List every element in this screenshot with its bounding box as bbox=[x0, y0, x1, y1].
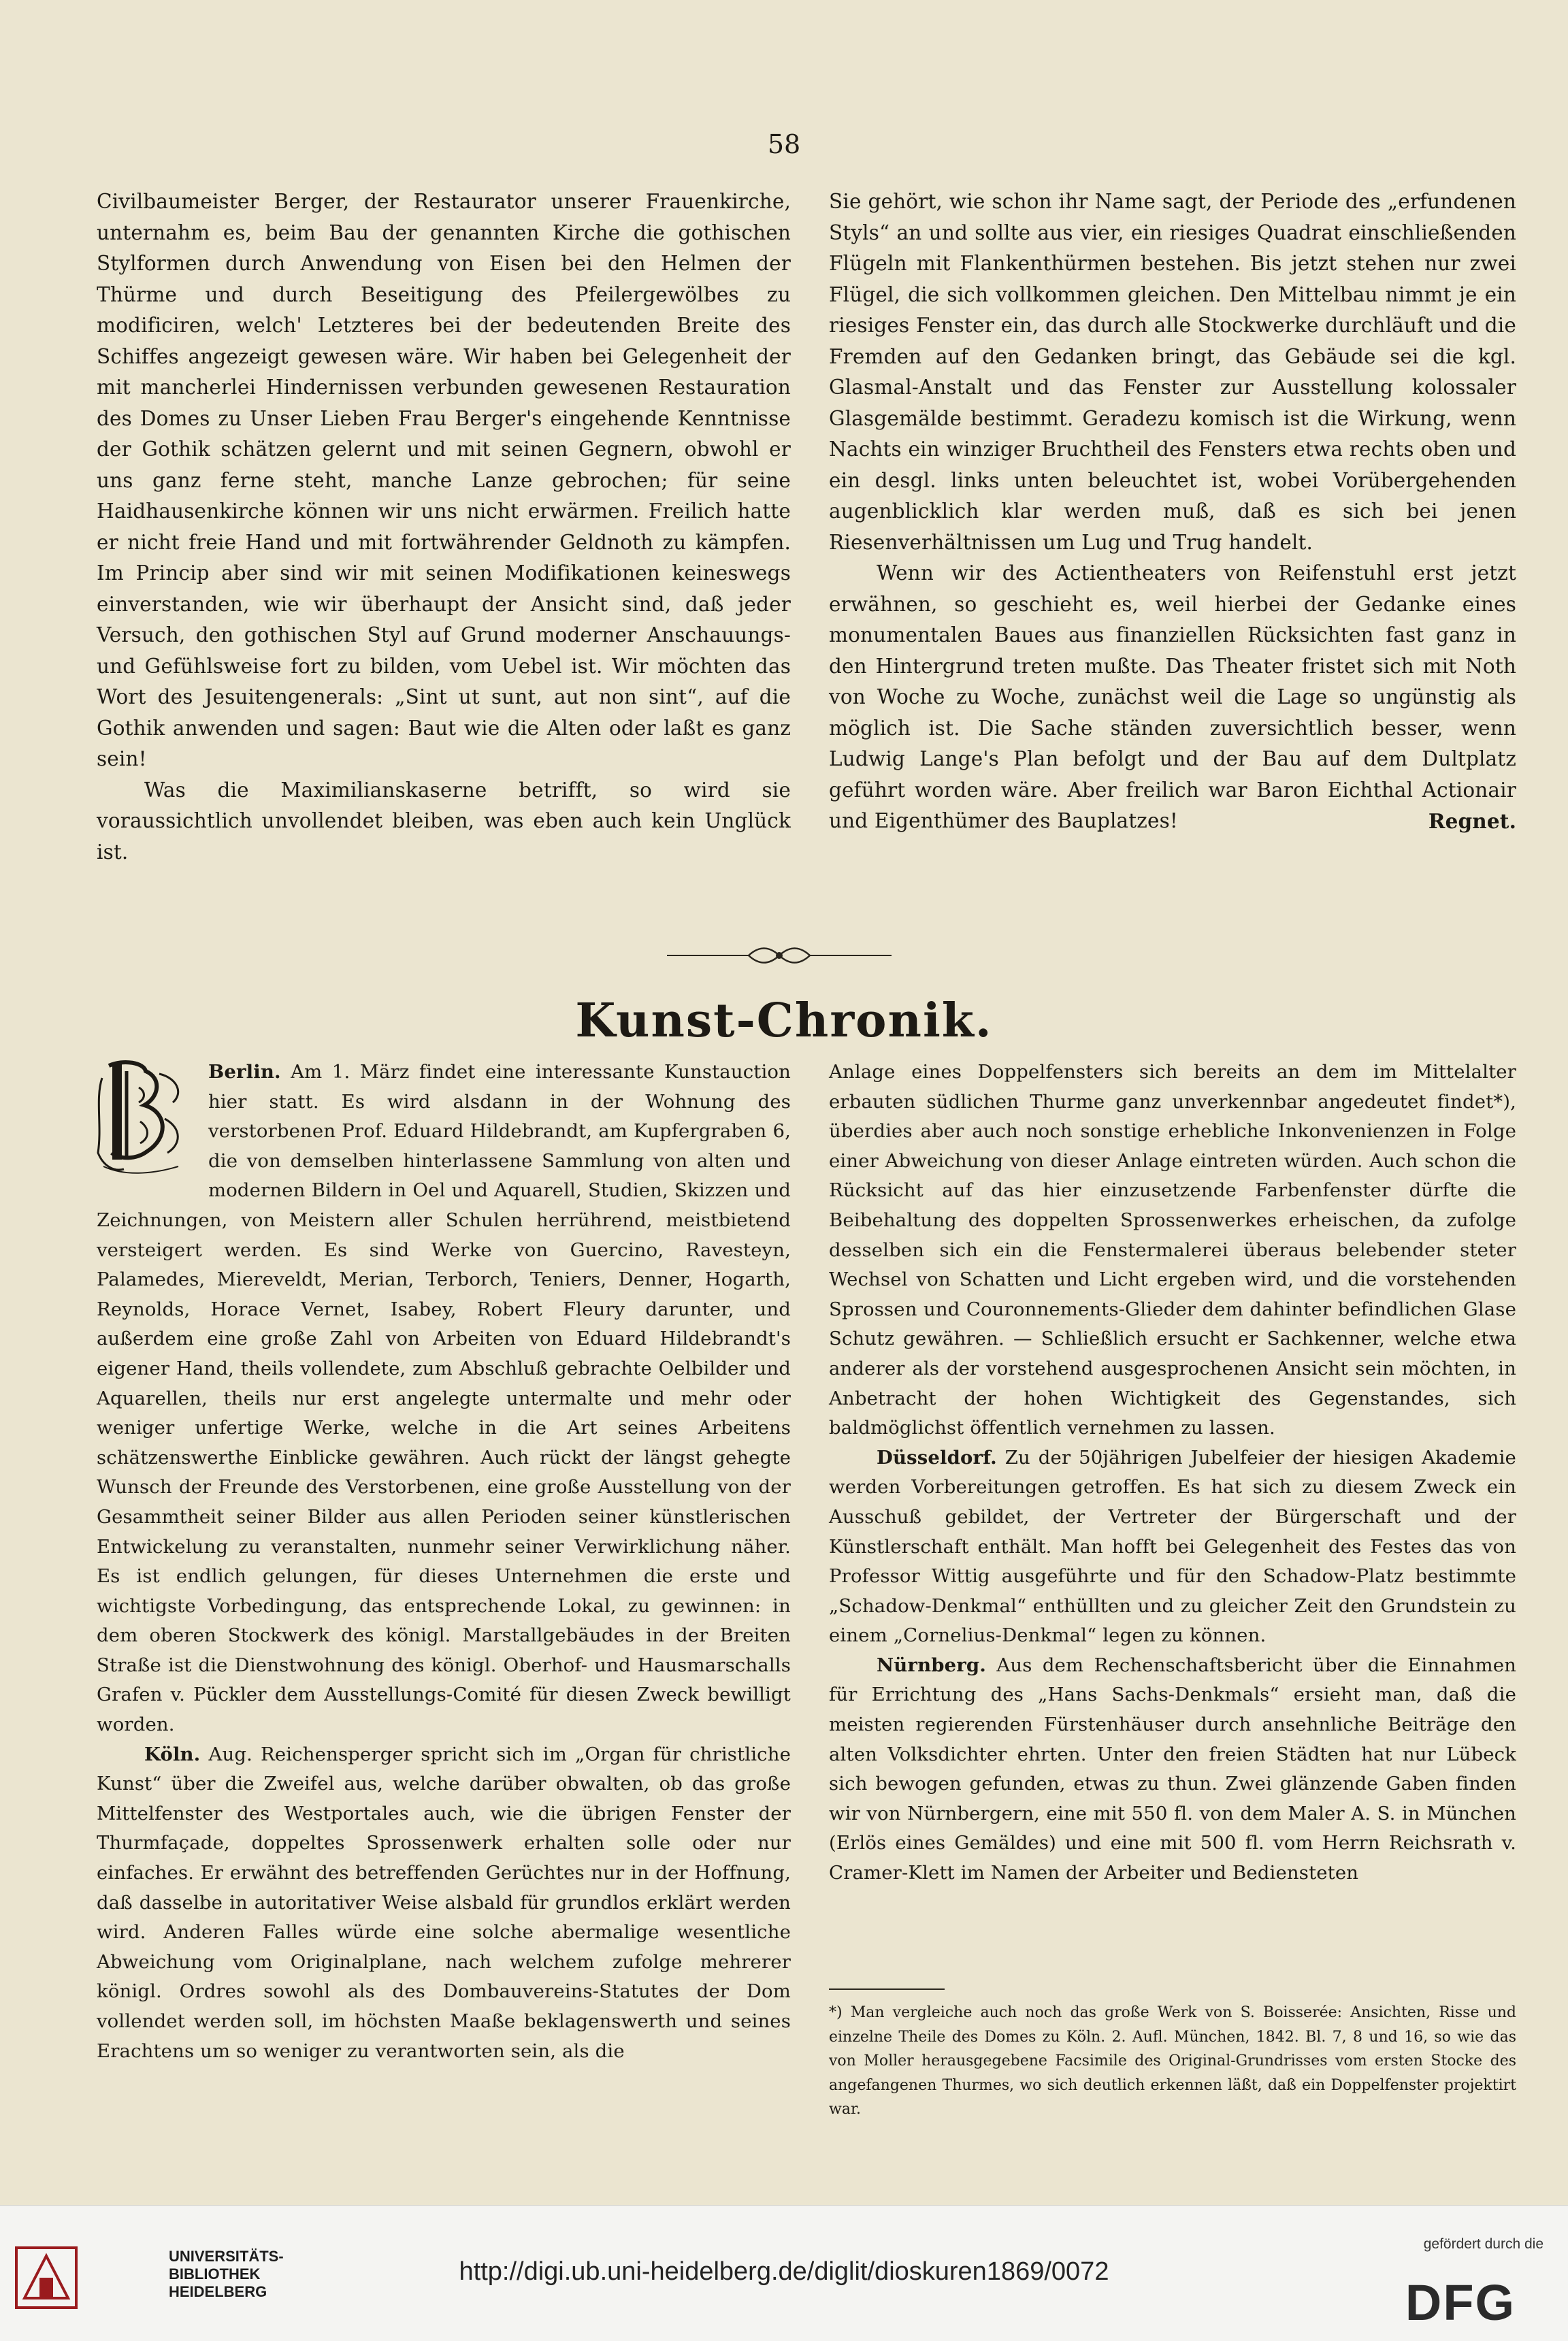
news-koeln bbox=[97, 1740, 791, 2067]
funded-by-label: gefördert durch die bbox=[1423, 2236, 1544, 2252]
footnote: *) Man vergleiche auch noch das große Werk von S. Boisserée: Ansichten, Risse und einzelne Theile des Domes zu Köln. 2. Aufl. München, 1842. Bl. 7, 8 und 16, so wie das von Moller herausgegebene Facsimile des Original-Grundrisses vom ersten Stocke des angefangenen Thurmes, wo sich deutlich erkennen läßt, daß ein Doppelfenster projektirt war. bbox=[829, 2004, 1516, 2118]
viewer-footer bbox=[0, 2205, 1568, 2341]
library-name-line: HEIDELBERG bbox=[169, 2283, 267, 2300]
top-left-column bbox=[97, 186, 791, 868]
top-right-column bbox=[829, 186, 1516, 837]
news-nuernberg bbox=[829, 1651, 1516, 1888]
bottom-left-column bbox=[97, 1058, 791, 2066]
place-heading: Berlin. bbox=[208, 1061, 281, 1083]
library-name-line: UNIVERSITÄTS- bbox=[169, 2248, 284, 2265]
paragraph: Was die Maximilianskaserne betrifft, so wird sie voraussichtlich unvollendet bleiben, was eben auch kein Unglück ist. bbox=[97, 778, 791, 864]
news-koeln-continued: Anlage eines Doppelfensters sich bereits an dem im Mittelalter erbauten südlichen Thurme ganz unverkennbar angedeutet findet*), überdies aber auch noch sonstige erhebliche Inkonvenienzen in Folge einer Abweichung von dieser Anlage eintreten würden. Auch schon die Rücksicht auf das hier einzusetzende Farbenfenster dürfte die Beibehaltung des doppelten Sprossenwerkes erheischen, da zufolge desselben sich ein die Fenstermalerei überaus belebender steter Wechsel von Schatten und Licht ergeben wird, und die vorstehenden Sprossen und Couronnements-Glieder dem dahinter befindlichen Glase Schutz gewähren. — Schließlich ersucht er Sachkenner, welche etwa anderer als der vorstehend ausgesprochenen Ansicht sein möchten, in Anbetracht der hohen Wichtigkeit des Gegenstandes, sich baldmöglichst öffentlich vernehmen zu lassen. bbox=[829, 1061, 1516, 1439]
place-heading: Köln. bbox=[144, 1743, 201, 1765]
library-name-line: BIBLIOTHEK bbox=[169, 2265, 261, 2282]
bottom-right-column bbox=[829, 1058, 1516, 1888]
news-berlin bbox=[97, 1058, 791, 1740]
dfg-logo-icon[interactable] bbox=[1379, 2276, 1542, 2325]
page-number: 58 bbox=[767, 129, 801, 159]
place-heading: Düsseldorf. bbox=[877, 1446, 997, 1469]
ornament-divider-icon bbox=[667, 942, 892, 969]
section-title: Kunst-Chronik. bbox=[575, 994, 993, 1048]
news-text: Zu der 50jährigen Jubelfeier der hiesigen Akademie werden Vorbereitungen getroffen. Es hat sich zu diesem Zweck ein Ausschuß gebildet, der Vertreter der Bürgerschaft und der Künstlerschaft enthält. Man hofft bei Gelegenheit des Festes das von Professor Wittig ausgeführte und für den Schadow-Platz bestimmte „Schadow-Denkmal“ enthüllten und zu gleicher Zeit den Grundstein zu einem „Cornelius-Denkmal“ legen zu können. bbox=[829, 1446, 1516, 1647]
author-signature: Regnet. bbox=[1428, 809, 1516, 833]
permalink-url[interactable]: http://digi.ub.uni-heidelberg.de/diglit/dioskuren1869/0072 bbox=[459, 2257, 1109, 2286]
news-text: Am 1. März findet eine interessante Kunstauction hier statt. Es wird alsdann in der Wohnung des verstorbenen Prof. Eduard Hildebrandt, am Kupfergraben 6, die von demselben hinterlassene Sammlung von alten und modernen Bildern in Oel und Aquarell, Studien, Skizzen und Zeichnungen, von Meistern aller Schulen herrührend, meistbietend versteigert werden. Es sind Werke von Guercino, Ravesteyn, Palamedes, Miereveldt, Merian, Terborch, Teniers, Denner, Hogarth, Reynolds, Horace Vernet, Isabey, Robert Fleury darunter, und außerdem eine große Zahl von Arbeiten von Eduard Hildebrandt's eigener Hand, theils vollendete, zum Abschluß gebrachte Oelbilder und Aquarellen, theils nur erst angelegte untermalte und mehr oder weniger unfertige Werke, welche in die Art seines Arbeitens schätzenswerthe Einblicke gewähren. Auch rückt der längst gehegte Wunsch der Freunde des Verstorbenen, eine große Ausstellung von der Gesammtheit seiner Bilder aus allen Perioden seiner künstlerischen Entwickelung zu veranstalten, nunmehr seiner Verwirklichung näher. Es ist endlich gelungen, für dieses Unternehmen die erste und wichtigste Vorbedingung, das entsprechende Lokal, zu gewinnen: in dem oberen Stockwerk des königl. Marstallgebäudes in der Breiten Straße ist die Dienstwohnung des königl. Oberhof- und Hausmarschalls Grafen v. Pückler dem Ausstellungs-Comité für diesen Zweck bewilligt worden. bbox=[97, 1061, 791, 1736]
news-text: Aus dem Rechenschaftsbericht über die Einnahmen für Errichtung des „Hans Sachs-Denkmals“ ersieht man, daß die meisten regierenden Fürstenhäuser durch ansehnliche Beiträge den alten Volksdichter ehrten. Unter den freien Städten hat nur Lübeck sich bewogen gefunden, etwas zu thun. Zwei glänzende Gaben finden wir von Nürnbergern, eine mit 550 fl. von dem Maler A. S. in München (Erlös eines Gemäldes) und eine mit 500 fl. vom Herrn Reichsrath v. Cramer-Klett im Namen der Arbeiter und Bediensteten bbox=[829, 1654, 1516, 1884]
news-duesseldorf bbox=[829, 1443, 1516, 1651]
footnote-rule bbox=[829, 1988, 945, 1990]
news-text: Aug. Reichensperger spricht sich im „Organ für christliche Kunst“ über die Zweifel aus, welche darüber obwalten, ob das große Mittelfenster des Westportales auch, wie die übrigen Fenster der Thurmfaçade, doppeltes Sprossenwerk erhalten solle oder nur einfaches. Er erwähnt des betreffenden Gerüchtes nur in der Hoffnung, daß dasselbe in autoritativer Weise alsbald für grundlos erklärt werden wird. Anderen Falles würde eine solche abermalige wesentliche Abweichung vom Originalplane, nach welchem zufolge mehrerer königl. Ordres sowohl als des Dombauvereins-Statutes der Dom vollendet werden soll, im höchsten Maaße beklagenswerth und seines Erachtens um so weniger zu verantworten sein, als die bbox=[97, 1743, 791, 2062]
paragraph bbox=[829, 558, 1516, 837]
decorative-initial-b-icon bbox=[97, 1058, 199, 1177]
paragraph: Civilbaumeister Berger, der Restaurator unserer Frauenkirche, unternahm es, beim Bau der genannten Kirche die gothischen Stylformen durch Anwendung von Eisen bei den Helmen der Thürme und durch Beseitigung des Pfeilergewölbes zu modificiren, welch' Letzteres bei der bedeutenden Breite des Schiffes angezeigt gewesen wäre. Wir haben bei Gelegenheit der mit mancherlei Hindernissen verbunden gewesenen Restauration des Domes zu Unser Lieben Frau Berger's eingehende Kenntnisse der Gothik schätzen gelernt und mit seinen Gegnern, obwohl er uns ganz ferne steht, manche Lanze gebrochen; für seine Haidhausenkirche können wir uns nicht erwärmen. Freilich hatte er nicht freie Hand und mit fortwährender Geldnoth zu kämpfen. Im Princip aber sind wir mit seinen Modifikationen keineswegs einverstanden, wie wir überhaupt der Ansicht sind, daß jeder Versuch, den gothischen Styl auf Grund moderner Anschauungs- und Gefühlsweise fort zu bilden, vom Uebel ist. Wir möchten das Wort des Jesuitengenerals: „Sint ut sunt, aut non sint“, auf die Gothik anwenden und sagen: Baut wie die Alten oder laßt es ganz sein! bbox=[97, 190, 791, 770]
dfg-logo-text: DFG bbox=[1405, 2276, 1516, 2325]
paragraph-text: Wenn wir des Actientheaters von Reifenstuhl erst jetzt erwähnen, so geschieht es, weil hierbei der Gedanke eines monumentalen Baues aus finanziellen Rücksichten fast ganz in den Hintergrund treten mußte. Das Theater fristet sich mit Noth von Woche zu Woche, zunächst weil die Lage so ungünstig als möglich ist. Die Sache ständen zuversichtlich besser, wenn Ludwig Lange's Plan befolgt und der Bau auf dem Dultplatz geführt worden wäre. Aber freilich war Baron Eichthal Actionair und Eigenthümer des Bauplatzes! bbox=[829, 561, 1516, 832]
place-heading: Nürnberg. bbox=[877, 1654, 986, 1676]
paragraph: Sie gehört, wie schon ihr Name sagt, der Periode des „erfundenen Styls“ an und sollte aus vier, ein riesiges Quadrat einschließenden Flügeln mit Flankenthürmen bestehen. Bis jetzt stehen nur zwei Flügel, die sich vollkommen gleichen. Den Mittelbau nimmt je ein riesiges Fenster ein, das durch alle Stockwerke durchläuft und die Fremden auf den Gedanken bringt, das Gebäude sei die kgl. Glasmal-Anstalt und das Fenster zur Ausstellung kolossaler Glasgemälde bestimmt. Geradezu komisch ist die Wirkung, wenn Nachts ein winziger Bruchtheil des Fensters etwa rechts oben und ein desgl. links unten beleuchtet ist, wobei Vorübergehenden augenblicklich klar werden muß, daß es sich bei jenen Riesenverhältnissen um Lug und Trug handelt. bbox=[829, 190, 1516, 554]
